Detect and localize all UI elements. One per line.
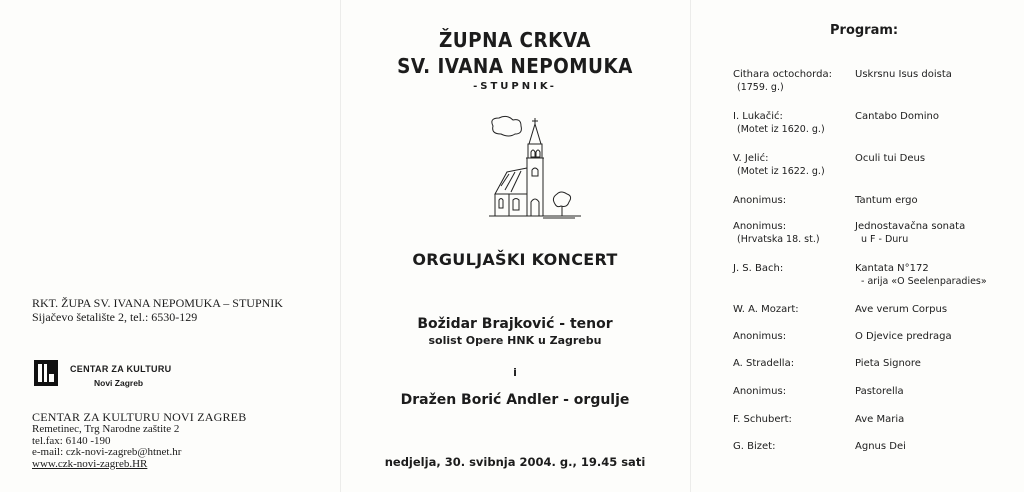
logo-subtitle: Novi Zagreb: [94, 378, 144, 388]
program-work-detail: u F - Duru: [861, 234, 909, 245]
parish-name: RKT. ŽUPA SV. IVANA NEPOMUKA – STUPNIK: [32, 296, 283, 310]
parish-address: Sijačevo šetalište 2, tel.: 6530-129: [32, 310, 198, 324]
culture-center-contact: [32, 410, 246, 470]
program-composer: Anonimus:: [733, 386, 787, 397]
conjunction-text: i: [513, 366, 517, 379]
left-panel: [0, 0, 340, 492]
program-work: Pieta Signore: [855, 358, 921, 369]
church-location: -STUPNIK-: [473, 81, 557, 92]
concert-date: nedjelja, 30. svibnja 2004. g., 19.45 sati: [384, 455, 646, 469]
program-work: O Djevice predraga: [855, 331, 952, 342]
program-composer: Anonimus:: [733, 331, 787, 342]
program-work: Ave Maria: [855, 414, 905, 425]
program-composer: V. Jelić:: [733, 153, 769, 164]
parish-contact: [32, 296, 283, 324]
church-title-line2: SV. IVANA NEPOMUKA: [397, 54, 633, 78]
program-note: (Hrvatska 18. st.): [737, 234, 820, 245]
program-work: Cantabo Domino: [855, 111, 939, 122]
program-composer: J. S. Bach:: [733, 263, 784, 274]
program-composer: W. A. Mozart:: [733, 304, 799, 315]
logo-name: CENTAR ZA KULTURU: [70, 364, 172, 374]
program-work-detail: - arija «O Seelenparadies»: [861, 276, 987, 287]
concert-title: ORGULJAŠKI KONCERT: [412, 250, 618, 269]
center-email: e-mail: czk-novi-zagreb@htnet.hr: [32, 446, 182, 458]
program-composer: F. Schubert:: [733, 414, 792, 425]
middle-panel: [340, 0, 690, 492]
program-note: (Motet iz 1622. g.): [737, 166, 825, 177]
program-composer: Cithara octochorda:: [733, 69, 832, 80]
program-panel: [690, 0, 1024, 492]
program-work: Kantata N°172: [855, 263, 929, 274]
program-work: Pastorella: [855, 386, 904, 397]
program-work: Oculi tui Deus: [855, 153, 926, 164]
center-address: Remetinec, Trg Narodne zaštite 2: [32, 423, 180, 435]
program-note: (Motet iz 1620. g.): [737, 124, 825, 135]
program-composer: A. Stradella:: [733, 358, 795, 369]
program-note: (1759. g.): [737, 82, 784, 93]
program-work: Tantum ergo: [855, 195, 918, 206]
center-website-link[interactable]: www.czk-novi-zagreb.HR: [32, 457, 148, 470]
culture-center-logo: [34, 360, 214, 390]
center-phone: tel.fax: 6140 -190: [32, 434, 111, 447]
program-work: Ave verum Corpus: [855, 304, 948, 315]
culture-center-logo-icon: [34, 360, 58, 386]
church-drawing-icon: [485, 114, 585, 224]
program-composer: G. Bizet:: [733, 441, 776, 452]
church-title-line1: ŽUPNA CRKVA: [438, 28, 592, 52]
performer-tenor: Božidar Brajković - tenor: [417, 316, 613, 332]
performer-tenor-role: solist Opere HNK u Zagrebu: [428, 334, 602, 347]
performer-organ: Dražen Borić Andler - orgulje: [400, 392, 630, 408]
program-composer: Anonimus:: [733, 195, 787, 206]
program-work: Agnus Dei: [855, 441, 906, 452]
program-work: Jednostavačna sonata: [855, 221, 966, 232]
program-title: Program:: [830, 23, 899, 38]
program-composer: Anonimus:: [733, 221, 787, 232]
program-work: Uskrsnu Isus doista: [855, 69, 952, 80]
program-composer: I. Lukačić:: [733, 111, 783, 122]
center-name: CENTAR ZA KULTURU NOVI ZAGREB: [32, 410, 247, 424]
